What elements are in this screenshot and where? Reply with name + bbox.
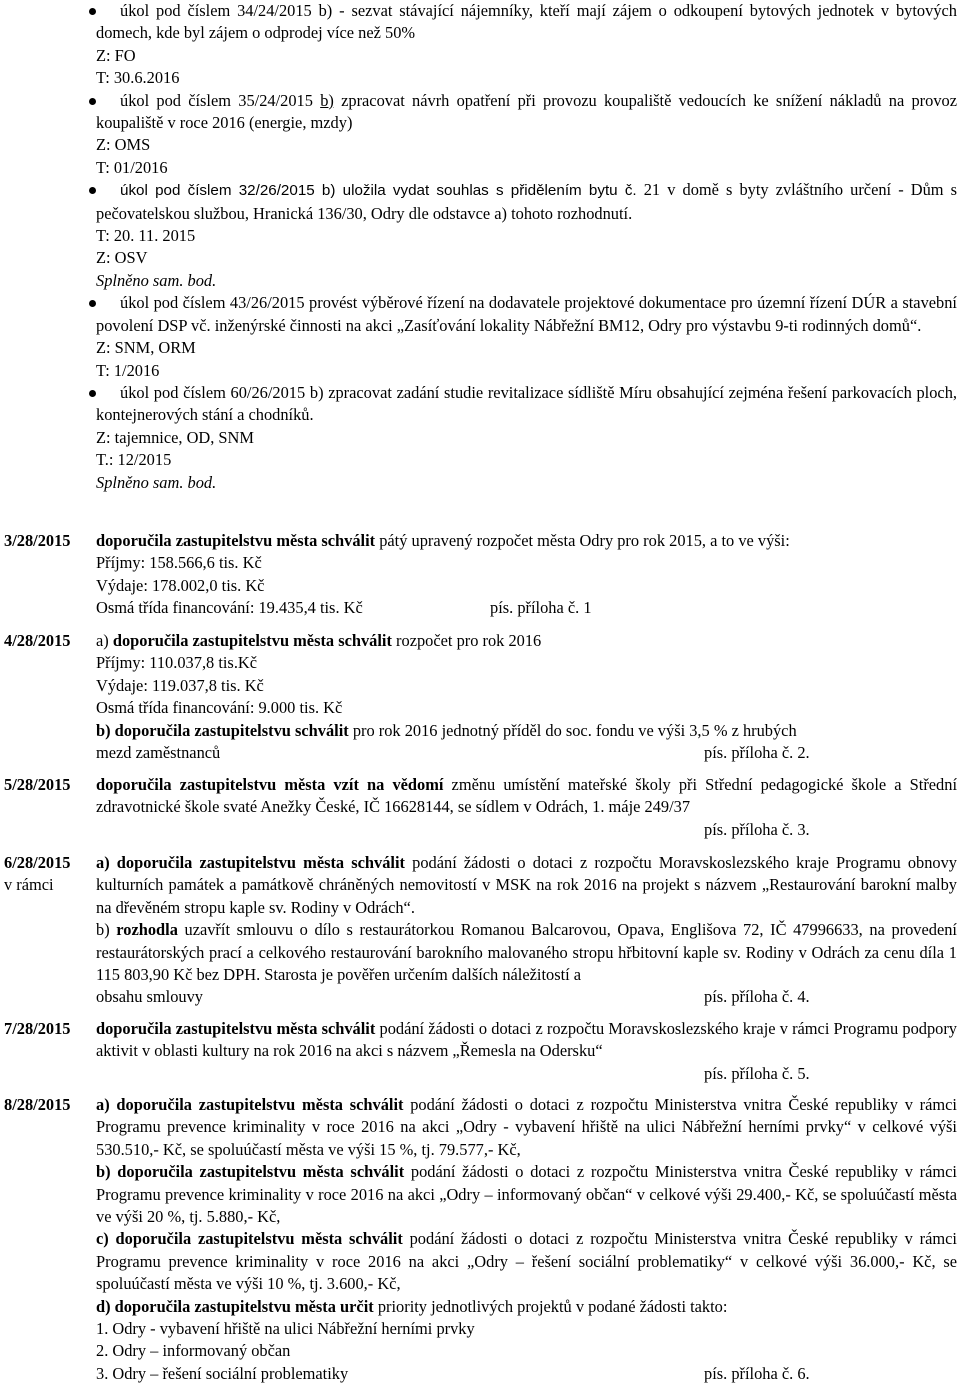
attachment-ref: pís. příloha č. 4. <box>704 987 810 1007</box>
task-item <box>96 382 957 494</box>
task-deadline: T.: 12/2015 <box>96 450 172 470</box>
task-status: Splněno sam. bod. <box>96 270 217 290</box>
resolution-body: doporučila zastupitelstvu města schválit podání žádosti o dotaci z rozpočtu Moravskoslezského kraje v rámci Programu podpory aktivit v oblasti kultury na rok 2016 na akci s názvem „Řemesla na Odersku“ pís. příloha č. 5. <box>96 1018 957 1085</box>
task-responsible: Z: OMS <box>96 135 151 155</box>
task-responsible: Z: FO <box>96 45 136 65</box>
bullet-icon <box>89 98 96 105</box>
resolution-number: 6/28/2015 <box>4 853 71 872</box>
priority-item: 3. Odry – řešení sociální problematiky <box>96 1363 349 1383</box>
task-deadline: T: 1/2016 <box>96 360 160 380</box>
priority-item: 2. Odry – informovaný občan <box>96 1341 291 1361</box>
task-text: úkol pod číslem 34/24/2015 b) - sezvat stávající nájemníky, kteří mají zájem o odkoupení bytových jednotek v bytových domech, kde byl zájem o odprodej více než 50% <box>96 1 957 43</box>
resolution-number: 7/28/2015 <box>4 1019 71 1038</box>
bullet-icon <box>89 390 96 397</box>
resolution-number: 8/28/2015 <box>4 1095 71 1114</box>
resolution-body: a) doporučila zastupitelstvu města schválit podání žádosti o dotaci z rozpočtu Ministerstva vnitra České republiky v rámci Programu prevence kriminality v roce 2016 na akci „Odry - vybavení hřiště na ulici Nábřežní herními prvky“ v celkové výši 530.510,- Kč, se spoluúčastí města ve výši 15 %, tj. 79.577,- Kč, b) doporučila zastupitelstvu města schválit podání žádosti o dotaci z rozpočtu Ministerstva vnitra České republiky v rámci Programu prevence kriminality v roce 2016 na akci „Odry – informovaný občan“ v celkové výši 29.400,- Kč, se spoluúčastí města ve výši 20 %, tj. 5.880,- Kč, c) doporučila zastupitelstvu města schválit podání žádosti o dotaci z rozpočtu Ministerstva vnitra České republiky v rámci Programu prevence kriminality v roce 2016 na akci „Odry – řešení sociální problematiky“ v celkové výši 36.000,- Kč, se spoluúčastí města ve výši 10 %, tj. 3.600,- Kč, d) doporučila zastupitelstvu města určit priority jednotlivých projektů v podané žádosti takto: 1. Odry - vybavení hřiště na ulici Nábřežní herními prvky 2. Odry – informovaný občan 3. Odry – řešení sociální problematiky pís. příloha č. 6. <box>96 1094 957 1385</box>
resolution-body: doporučila zastupitelstvu města vzít na vědomí změnu umístění mateřské školy při Střední pedagogické škole a Střední zdravotnické škole svaté Anežky České, IČ 16628144, se sídlem v Odrách, 1. máje 249/37 pís. příloha č. 3. <box>96 774 957 841</box>
task-responsible: Z: tajemnice, OD, SNM <box>96 427 254 447</box>
task-text: úkol pod číslem 32/26/2015 b) uložila vydat souhlas s přidělením bytu č. 21 v domě s byty zvláštního určení - Dům s pečovatelskou službou, Hranická 136/30, Odry dle odstavce a) tohoto rozhodnutí. <box>96 180 957 223</box>
attachment-ref: pís. příloha č. 6. <box>704 1363 810 1383</box>
attachment-ref: pís. příloha č. 5. <box>704 1063 810 1083</box>
task-deadline: T: 20. 11. 2015 <box>96 226 196 246</box>
attachment-ref: pís. příloha č. 3. <box>704 819 810 839</box>
resolution-body: a) doporučila zastupitelstvu města schválit podání žádosti o dotaci z rozpočtu Moravskoslezského kraje Programu obnovy kulturních památek a památkově chráněných nemovitostí v MSK na rok 2016 na projekt s názvem „Restaurování barokní malby na dřevěném stropu kaple sv. Rodiny v Odrách“. b) rozhodla uzavřít smlouvu o dílo s restaurátorkou Romanou Balcarovou, Opava, Englišova 72, IČ 47996633, na provedení restaurátorských prací a celkového restaurování barokního malovaného stropu hřbitovní kaple sv. Rodiny v Odrách za cenu díla 1 115 803,90 Kč bez DPH. Starosta je pověřen určením dalších náležitostí a obsahu smlouvy pís. příloha č. 4. <box>96 853 957 1007</box>
attachment-ref: pís. příloha č. 2. <box>704 743 810 763</box>
bullet-icon <box>89 8 96 15</box>
attachment-ref: pís. příloha č. 1 <box>490 598 592 618</box>
task-text: úkol pod číslem 43/26/2015 provést výběrové řízení na dodavatele projektové dokumentace pro územní řízení DÚR a stavební povolení DSP vč. inženýrské činnosti na akci „Zasíťování lokality Nábřežní BM12, Odry pro výstavbu 9-ti rodinných domů“. <box>96 293 957 335</box>
task-responsible: Z: SNM, ORM <box>96 338 196 358</box>
resolution-number: 3/28/2015 <box>4 531 71 550</box>
task-deadline: T: 30.6.2016 <box>96 68 180 88</box>
task-item <box>96 90 957 180</box>
bullet-icon <box>89 187 96 194</box>
task-text: úkol pod číslem 60/26/2015 b) zpracovat zadání studie revitalizace sídliště Míru obsahující zejména řešení parkovacích ploch, kontejnerových stání a chodníků. <box>96 382 957 425</box>
task-item <box>96 292 957 382</box>
resolution-number-suffix: v rámci <box>4 875 54 894</box>
resolution-number: 4/28/2015 <box>4 631 71 650</box>
task-item <box>96 0 957 90</box>
resolution-number: 5/28/2015 <box>4 775 71 794</box>
task-list <box>96 0 957 494</box>
task-status: Splněno sam. bod. <box>96 472 217 492</box>
task-item <box>96 179 957 292</box>
task-text: úkol pod číslem 35/24/2015 b) zpracovat návrh opatření při provozu koupaliště vedoucích ke snížení nákladů na provoz koupaliště v roce 2016 (energie, mzdy) <box>96 90 957 133</box>
resolution-body: a) doporučila zastupitelstvu města schválit rozpočet pro rok 2016 Příjmy: 110.037,8 tis.Kč Výdaje: 119.037,8 tis. Kč Osmá třída financování: 9.000 tis. Kč b) doporučila zastupitelstvu schválit pro rok 2016 jednotný příděl do soc. fondu ve výši 3,5 % z hrubých mezd zaměstnanců pís. příloha č. 2. <box>96 631 810 763</box>
task-responsible: Z: OSV <box>96 248 148 268</box>
resolution-body: doporučila zastupitelstvu města schválit pátý upravený rozpočet města Odry pro rok 2015, a to ve výši: Příjmy: 158.566,6 tis. Kč Výdaje: 178.002,0 tis. Kč Osmá třída financování: 19.435,4 tis. Kč pís. příloha č. 1 <box>96 531 790 618</box>
priority-item: 1. Odry - vybavení hřiště na ulici Nábřežní herními prvky <box>96 1319 475 1339</box>
task-deadline: T: 01/2016 <box>96 157 168 177</box>
bullet-icon <box>89 300 96 307</box>
